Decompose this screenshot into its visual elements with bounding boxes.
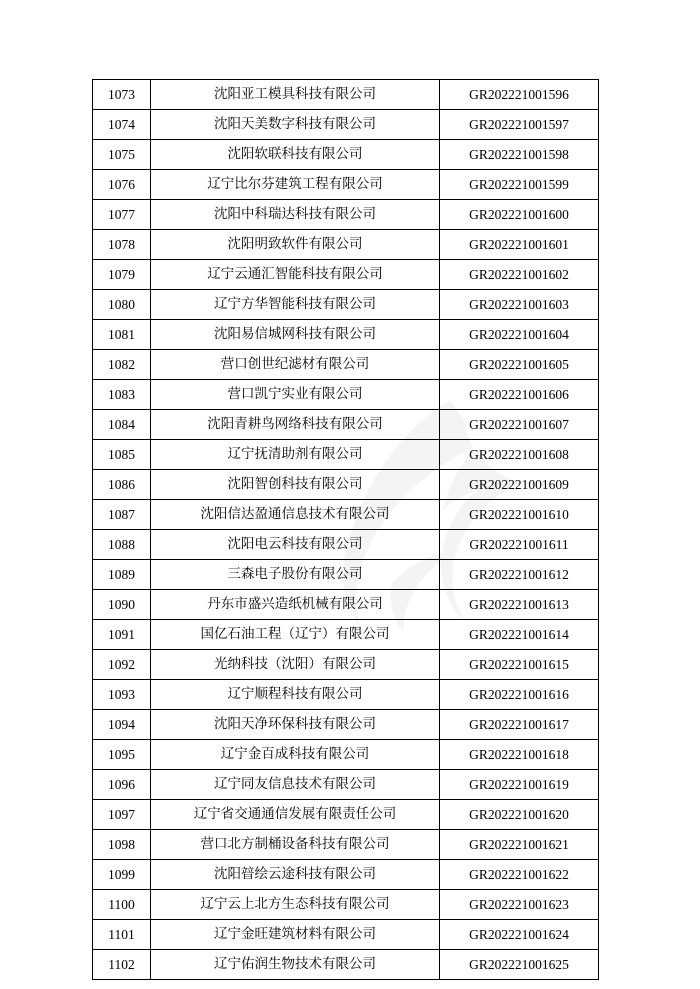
- company-certificate-table: [92, 79, 599, 980]
- table-row: [93, 830, 599, 860]
- table-row: [93, 440, 599, 470]
- row-company-name: 辽宁顺程科技有限公司: [151, 680, 440, 710]
- row-index: 1096: [93, 770, 151, 800]
- row-index: 1094: [93, 710, 151, 740]
- table-row: [93, 890, 599, 920]
- table-row: [93, 680, 599, 710]
- row-company-name: 沈阳信达盈通信息技术有限公司: [151, 500, 440, 530]
- row-company-name: 光纳科技（沈阳）有限公司: [151, 650, 440, 680]
- row-index: 1077: [93, 200, 151, 230]
- table-row: [93, 200, 599, 230]
- row-certificate-code: GR202221001605: [440, 350, 599, 380]
- row-company-name: 营口凯宁实业有限公司: [151, 380, 440, 410]
- row-certificate-code: GR202221001609: [440, 470, 599, 500]
- row-company-name: 辽宁云上北方生态科技有限公司: [151, 890, 440, 920]
- row-index: 1095: [93, 740, 151, 770]
- row-certificate-code: GR202221001606: [440, 380, 599, 410]
- row-index: 1085: [93, 440, 151, 470]
- row-company-name: 营口创世纪滤材有限公司: [151, 350, 440, 380]
- row-index: 1073: [93, 80, 151, 110]
- table-row: [93, 560, 599, 590]
- table-row: [93, 170, 599, 200]
- table-row: [93, 590, 599, 620]
- table-row: [93, 860, 599, 890]
- row-index: 1100: [93, 890, 151, 920]
- table-row: [93, 380, 599, 410]
- row-index: 1082: [93, 350, 151, 380]
- row-company-name: 辽宁比尔芬建筑工程有限公司: [151, 170, 440, 200]
- row-company-name: 沈阳中科瑞达科技有限公司: [151, 200, 440, 230]
- row-certificate-code: GR202221001624: [440, 920, 599, 950]
- row-company-name: 沈阳天美数字科技有限公司: [151, 110, 440, 140]
- row-index: 1081: [93, 320, 151, 350]
- row-index: 1088: [93, 530, 151, 560]
- row-certificate-code: GR202221001613: [440, 590, 599, 620]
- table-row: [93, 920, 599, 950]
- row-index: 1091: [93, 620, 151, 650]
- row-certificate-code: GR202221001622: [440, 860, 599, 890]
- row-company-name: 沈阳亚工模具科技有限公司: [151, 80, 440, 110]
- row-company-name: 沈阳智创科技有限公司: [151, 470, 440, 500]
- table-row: [93, 230, 599, 260]
- row-index: 1101: [93, 920, 151, 950]
- table-row: [93, 140, 599, 170]
- table-row: [93, 710, 599, 740]
- table-row: [93, 620, 599, 650]
- row-certificate-code: GR202221001618: [440, 740, 599, 770]
- row-company-name: 沈阳电云科技有限公司: [151, 530, 440, 560]
- row-certificate-code: GR202221001603: [440, 290, 599, 320]
- table-row: [93, 950, 599, 980]
- row-certificate-code: GR202221001621: [440, 830, 599, 860]
- row-company-name: 辽宁同友信息技术有限公司: [151, 770, 440, 800]
- row-company-name: 辽宁抚清助剂有限公司: [151, 440, 440, 470]
- row-certificate-code: GR202221001597: [440, 110, 599, 140]
- row-index: 1098: [93, 830, 151, 860]
- row-certificate-code: GR202221001619: [440, 770, 599, 800]
- row-certificate-code: GR202221001616: [440, 680, 599, 710]
- row-company-name: 三森电子股份有限公司: [151, 560, 440, 590]
- row-certificate-code: GR202221001600: [440, 200, 599, 230]
- row-company-name: 营口北方制桶设备科技有限公司: [151, 830, 440, 860]
- row-certificate-code: GR202221001610: [440, 500, 599, 530]
- table-row: [93, 530, 599, 560]
- row-company-name: 沈阳青耕鸟网络科技有限公司: [151, 410, 440, 440]
- row-index: 1090: [93, 590, 151, 620]
- row-company-name: 国亿石油工程（辽宁）有限公司: [151, 620, 440, 650]
- table-row: [93, 770, 599, 800]
- row-index: 1086: [93, 470, 151, 500]
- row-company-name: 辽宁方华智能科技有限公司: [151, 290, 440, 320]
- table-row: [93, 500, 599, 530]
- row-certificate-code: GR202221001615: [440, 650, 599, 680]
- row-index: 1075: [93, 140, 151, 170]
- row-company-name: 辽宁金百成科技有限公司: [151, 740, 440, 770]
- table-body: [93, 80, 599, 980]
- row-certificate-code: GR202221001607: [440, 410, 599, 440]
- row-index: 1092: [93, 650, 151, 680]
- table-row: [93, 110, 599, 140]
- row-company-name: 沈阳暜绘云途科技有限公司: [151, 860, 440, 890]
- table-row: [93, 320, 599, 350]
- row-index: 1078: [93, 230, 151, 260]
- row-certificate-code: GR202221001620: [440, 800, 599, 830]
- row-index: 1097: [93, 800, 151, 830]
- row-certificate-code: GR202221001602: [440, 260, 599, 290]
- row-company-name: 沈阳易信城网科技有限公司: [151, 320, 440, 350]
- table-row: [93, 80, 599, 110]
- row-certificate-code: GR202221001611: [440, 530, 599, 560]
- row-certificate-code: GR202221001612: [440, 560, 599, 590]
- row-index: 1087: [93, 500, 151, 530]
- row-certificate-code: GR202221001608: [440, 440, 599, 470]
- row-certificate-code: GR202221001614: [440, 620, 599, 650]
- row-index: 1080: [93, 290, 151, 320]
- row-index: 1102: [93, 950, 151, 980]
- table-row: [93, 290, 599, 320]
- row-index: 1093: [93, 680, 151, 710]
- row-index: 1099: [93, 860, 151, 890]
- row-certificate-code: GR202221001604: [440, 320, 599, 350]
- table-row: [93, 410, 599, 440]
- row-index: 1083: [93, 380, 151, 410]
- row-certificate-code: GR202221001601: [440, 230, 599, 260]
- row-certificate-code: GR202221001623: [440, 890, 599, 920]
- table-row: [93, 350, 599, 380]
- row-index: 1074: [93, 110, 151, 140]
- row-company-name: 沈阳软联科技有限公司: [151, 140, 440, 170]
- table-row: [93, 470, 599, 500]
- row-company-name: 沈阳明致软件有限公司: [151, 230, 440, 260]
- table-row: [93, 650, 599, 680]
- row-index: 1089: [93, 560, 151, 590]
- table-row: [93, 740, 599, 770]
- row-company-name: 辽宁省交通通信发展有限责任公司: [151, 800, 440, 830]
- row-certificate-code: GR202221001617: [440, 710, 599, 740]
- row-certificate-code: GR202221001625: [440, 950, 599, 980]
- row-company-name: 丹东市盛兴造纸机械有限公司: [151, 590, 440, 620]
- row-certificate-code: GR202221001599: [440, 170, 599, 200]
- row-certificate-code: GR202221001596: [440, 80, 599, 110]
- row-company-name: 沈阳天净环保科技有限公司: [151, 710, 440, 740]
- row-index: 1076: [93, 170, 151, 200]
- table-row: [93, 800, 599, 830]
- row-company-name: 辽宁云通汇智能科技有限公司: [151, 260, 440, 290]
- row-company-name: 辽宁佑润生物技术有限公司: [151, 950, 440, 980]
- row-index: 1084: [93, 410, 151, 440]
- row-index: 1079: [93, 260, 151, 290]
- row-company-name: 辽宁金旺建筑材料有限公司: [151, 920, 440, 950]
- company-certificate-table-wrap: [92, 79, 595, 980]
- row-certificate-code: GR202221001598: [440, 140, 599, 170]
- table-row: [93, 260, 599, 290]
